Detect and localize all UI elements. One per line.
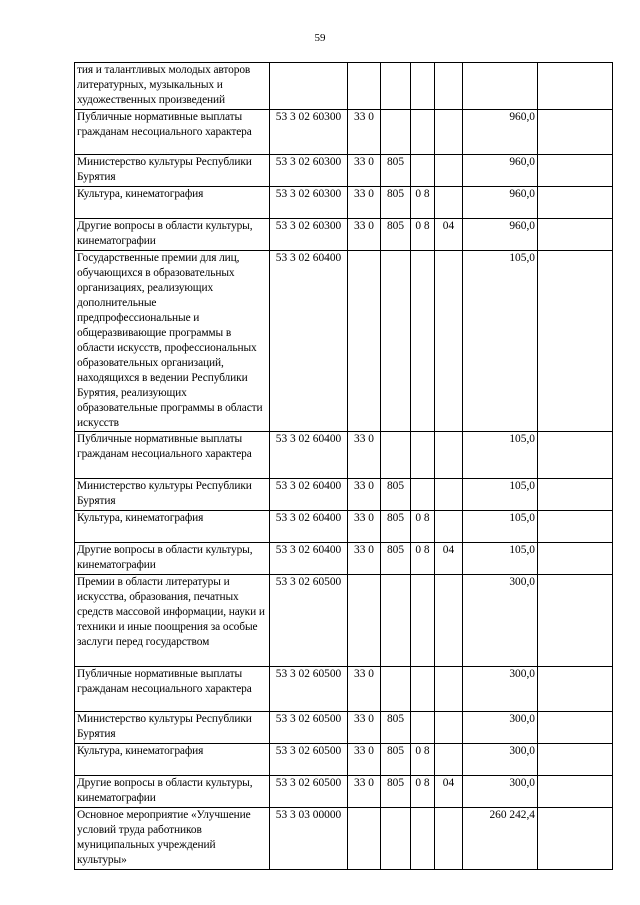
cell-expense-type <box>348 251 381 432</box>
cell-empty <box>538 575 613 667</box>
cell-section: 0 8 <box>411 744 435 776</box>
cell-section <box>411 667 435 712</box>
cell-empty <box>538 219 613 251</box>
cell-subsection <box>435 744 463 776</box>
cell-expense-type: 33 0 <box>348 776 381 808</box>
cell-amount: 105,0 <box>463 479 538 511</box>
cell-name: Другие вопросы в области культуры, кинематографии <box>75 543 270 575</box>
cell-target-article: 53 3 02 60400 <box>270 479 348 511</box>
cell-expense-type: 33 0 <box>348 187 381 219</box>
cell-name: Культура, кинематография <box>75 187 270 219</box>
cell-name: Министерство культуры Республики Бурятия <box>75 155 270 187</box>
cell-expense-type: 33 0 <box>348 479 381 511</box>
cell-ministry-code: 805 <box>381 155 411 187</box>
cell-subsection <box>435 511 463 543</box>
cell-target-article: 53 3 02 60400 <box>270 251 348 432</box>
cell-amount: 105,0 <box>463 511 538 543</box>
budget-table <box>74 62 613 870</box>
cell-name: Культура, кинематография <box>75 511 270 543</box>
cell-target-article: 53 3 02 60500 <box>270 744 348 776</box>
cell-subsection <box>435 63 463 110</box>
table-row <box>75 155 613 187</box>
table-row <box>75 511 613 543</box>
cell-ministry-code <box>381 251 411 432</box>
cell-subsection <box>435 251 463 432</box>
cell-name: Культура, кинематография <box>75 744 270 776</box>
cell-subsection <box>435 808 463 870</box>
table-row <box>75 251 613 432</box>
cell-empty <box>538 63 613 110</box>
cell-expense-type: 33 0 <box>348 155 381 187</box>
cell-target-article: 53 3 02 60400 <box>270 432 348 479</box>
cell-ministry-code: 805 <box>381 219 411 251</box>
cell-empty <box>538 511 613 543</box>
cell-ministry-code: 805 <box>381 543 411 575</box>
cell-ministry-code: 805 <box>381 479 411 511</box>
table-row <box>75 712 613 744</box>
cell-empty <box>538 744 613 776</box>
cell-expense-type: 33 0 <box>348 219 381 251</box>
cell-expense-type: 33 0 <box>348 432 381 479</box>
cell-section <box>411 712 435 744</box>
cell-ministry-code: 805 <box>381 187 411 219</box>
cell-ministry-code: 805 <box>381 511 411 543</box>
table-row <box>75 808 613 870</box>
cell-amount: 300,0 <box>463 575 538 667</box>
cell-target-article: 53 3 02 60400 <box>270 543 348 575</box>
cell-section <box>411 432 435 479</box>
cell-subsection: 04 <box>435 219 463 251</box>
table-row <box>75 479 613 511</box>
cell-section <box>411 63 435 110</box>
cell-amount: 960,0 <box>463 110 538 155</box>
cell-amount: 300,0 <box>463 712 538 744</box>
table-body <box>75 63 613 870</box>
cell-amount: 960,0 <box>463 155 538 187</box>
cell-section <box>411 479 435 511</box>
table-row <box>75 219 613 251</box>
cell-target-article <box>270 63 348 110</box>
cell-amount <box>463 63 538 110</box>
cell-target-article: 53 3 03 00000 <box>270 808 348 870</box>
table-row <box>75 110 613 155</box>
cell-empty <box>538 808 613 870</box>
cell-ministry-code: 805 <box>381 776 411 808</box>
cell-amount: 105,0 <box>463 432 538 479</box>
cell-target-article: 53 3 02 60500 <box>270 776 348 808</box>
cell-ministry-code: 805 <box>381 712 411 744</box>
cell-empty <box>538 776 613 808</box>
cell-amount: 105,0 <box>463 543 538 575</box>
cell-target-article: 53 3 02 60500 <box>270 575 348 667</box>
table-row <box>75 63 613 110</box>
cell-section: 0 8 <box>411 776 435 808</box>
cell-section: 0 8 <box>411 187 435 219</box>
cell-target-article: 53 3 02 60300 <box>270 110 348 155</box>
cell-section <box>411 155 435 187</box>
cell-name: Премии в области литературы и искусства, образования, печатных средств массовой информации, науки и техники и иные поощрения за особые заслуги перед государством <box>75 575 270 667</box>
cell-ministry-code <box>381 808 411 870</box>
cell-expense-type: 33 0 <box>348 712 381 744</box>
cell-name: Основное мероприятие «Улучшение условий труда работников муниципальных учреждений культуры» <box>75 808 270 870</box>
cell-amount: 260 242,4 <box>463 808 538 870</box>
cell-empty <box>538 432 613 479</box>
cell-target-article: 53 3 02 60400 <box>270 511 348 543</box>
cell-expense-type: 33 0 <box>348 110 381 155</box>
cell-ministry-code: 805 <box>381 744 411 776</box>
cell-subsection <box>435 187 463 219</box>
cell-name: Министерство культуры Республики Бурятия <box>75 712 270 744</box>
table-row <box>75 187 613 219</box>
table-row <box>75 667 613 712</box>
cell-expense-type: 33 0 <box>348 511 381 543</box>
cell-subsection <box>435 110 463 155</box>
cell-ministry-code <box>381 110 411 155</box>
cell-amount: 960,0 <box>463 187 538 219</box>
cell-empty <box>538 543 613 575</box>
table-row <box>75 543 613 575</box>
cell-section <box>411 575 435 667</box>
cell-subsection: 04 <box>435 543 463 575</box>
cell-empty <box>538 155 613 187</box>
cell-expense-type: 33 0 <box>348 667 381 712</box>
table-row <box>75 432 613 479</box>
cell-empty <box>538 110 613 155</box>
cell-section <box>411 110 435 155</box>
cell-expense-type <box>348 575 381 667</box>
cell-name: Публичные нормативные выплаты гражданам несоциального характера <box>75 110 270 155</box>
table-row <box>75 776 613 808</box>
cell-empty <box>538 187 613 219</box>
cell-section: 0 8 <box>411 511 435 543</box>
cell-ministry-code <box>381 575 411 667</box>
cell-name: Публичные нормативные выплаты гражданам несоциального характера <box>75 667 270 712</box>
cell-section <box>411 808 435 870</box>
cell-target-article: 53 3 02 60500 <box>270 667 348 712</box>
cell-empty <box>538 667 613 712</box>
cell-amount: 300,0 <box>463 744 538 776</box>
cell-section <box>411 251 435 432</box>
cell-subsection <box>435 479 463 511</box>
cell-name: Государственные премии для лиц, обучающихся в образовательных организациях, реализующих дополнительные предпрофессиональные и общеразвивающие программы в области искусств, профессиональных образовательных организаций, находящихся в ведении Республики Бурятия, реализующих образовательные программы в области искусств <box>75 251 270 432</box>
cell-ministry-code <box>381 667 411 712</box>
cell-subsection <box>435 155 463 187</box>
cell-name: Другие вопросы в области культуры, кинематографии <box>75 219 270 251</box>
cell-target-article: 53 3 02 60300 <box>270 187 348 219</box>
cell-name: Публичные нормативные выплаты гражданам несоциального характера <box>75 432 270 479</box>
cell-name: Другие вопросы в области культуры, кинематографии <box>75 776 270 808</box>
table-row <box>75 744 613 776</box>
cell-target-article: 53 3 02 60300 <box>270 219 348 251</box>
cell-empty <box>538 712 613 744</box>
cell-subsection <box>435 712 463 744</box>
cell-ministry-code <box>381 63 411 110</box>
cell-name: Министерство культуры Республики Бурятия <box>75 479 270 511</box>
cell-amount: 105,0 <box>463 251 538 432</box>
cell-section: 0 8 <box>411 219 435 251</box>
cell-subsection <box>435 575 463 667</box>
page-number: 59 <box>314 32 326 44</box>
cell-empty <box>538 251 613 432</box>
cell-expense-type: 33 0 <box>348 543 381 575</box>
cell-subsection <box>435 432 463 479</box>
cell-target-article: 53 3 02 60500 <box>270 712 348 744</box>
cell-expense-type: 33 0 <box>348 744 381 776</box>
cell-amount: 960,0 <box>463 219 538 251</box>
cell-expense-type <box>348 808 381 870</box>
cell-ministry-code <box>381 432 411 479</box>
table-row <box>75 575 613 667</box>
cell-subsection <box>435 667 463 712</box>
cell-empty <box>538 479 613 511</box>
cell-name: тия и талантливых молодых авторов литературных, музыкальных и художественных произведений <box>75 63 270 110</box>
cell-amount: 300,0 <box>463 667 538 712</box>
cell-expense-type <box>348 63 381 110</box>
cell-section: 0 8 <box>411 543 435 575</box>
cell-target-article: 53 3 02 60300 <box>270 155 348 187</box>
cell-subsection: 04 <box>435 776 463 808</box>
cell-amount: 300,0 <box>463 776 538 808</box>
